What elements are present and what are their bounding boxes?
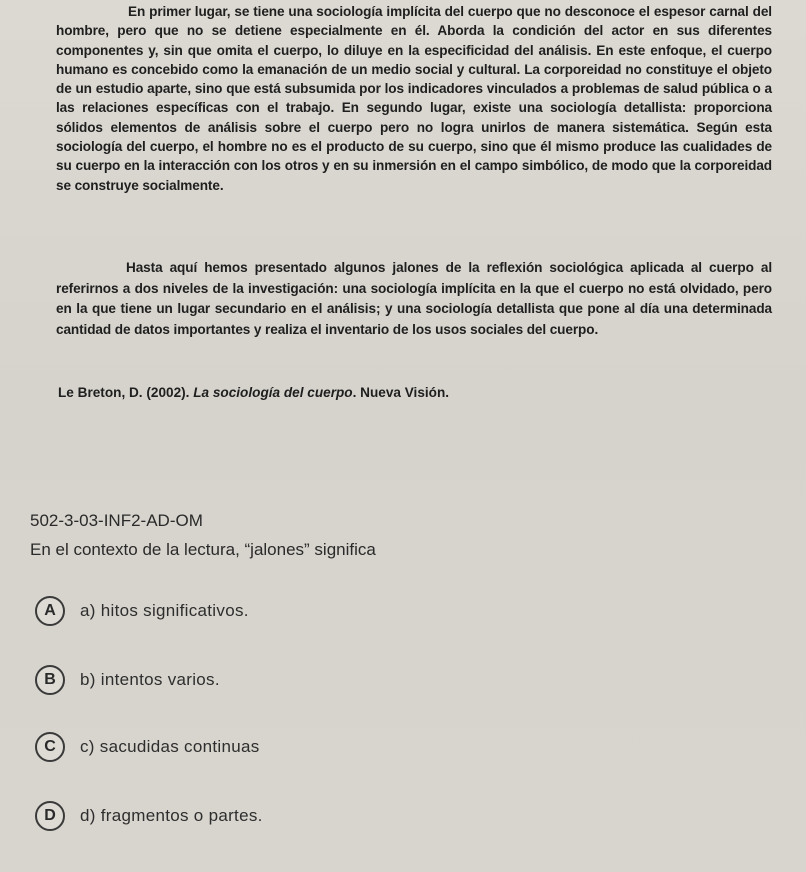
question-code: 502-3-03-INF2-AD-OM (30, 511, 203, 530)
reference-publisher: . Nueva Visión. (352, 385, 450, 400)
reference-title: La sociología del cuerpo (193, 385, 353, 400)
bibliographic-reference (58, 385, 758, 400)
paragraph-2-text: Hasta aquí hemos presentado algunos jalones de la reflexión sociológica aplicada al cuerpo al referirnos a dos niveles de la investigación: una sociología implícita en la que el cuerpo no está olvidado, pero en la que tiene un lugar secundario en el análisis; y una sociología detallista que pone al día una determinada cantidad de datos importantes y realiza el inventario de los usos sociales del cuerpo. (56, 260, 772, 337)
option-c-text: c) sacudidas continuas (80, 737, 260, 756)
option-a[interactable] (35, 596, 249, 626)
question-prompt: En el contexto de la lectura, “jalones” significa (30, 540, 376, 559)
reading-paragraph-1 (56, 2, 772, 195)
option-c[interactable] (35, 732, 260, 762)
option-b-text: b) intentos varios. (80, 670, 220, 689)
option-d-text: d) fragmentos o partes. (80, 806, 263, 825)
option-a-badge[interactable]: A (35, 596, 65, 626)
option-d[interactable] (35, 801, 263, 831)
option-c-badge[interactable]: C (35, 732, 65, 762)
paragraph-1-text: En primer lugar, se tiene una sociología implícita del cuerpo que no desconoce el espesor carnal del hombre, pero que no se detiene especialmente en él. Aborda la condición del actor en sus diferentes componentes y, sin que omita el cuerpo, lo diluye en la especificidad del análisis. En este enfoque, el cuerpo humano es concebido como la emanación de un medio social y cultural. La corporeidad no constituye el objeto de un estudio aparte, sino que está subsumida por los indicadores vinculados a problemas de salud pública o a las relaciones específicas con el trabajo. En segundo lugar, existe una sociología detallista: proporciona sólidos elementos de análisis sobre el cuerpo pero no logra unirlos de manera sistemática. Según esta sociología del cuerpo, el hombre no es el producto de su cuerpo, sino que él mismo produce las cualidades de su cuerpo en la interacción con los otros y en su inmersión en el campo simbólico, de modo que la corporeidad se construye socialmente. (56, 4, 772, 193)
option-a-text: a) hitos significativos. (80, 601, 249, 620)
option-d-badge[interactable]: D (35, 801, 65, 831)
option-b-badge[interactable]: B (35, 665, 65, 695)
reference-author: Le Breton, D. (2002). (58, 385, 194, 400)
option-b[interactable] (35, 665, 220, 695)
reading-paragraph-2 (56, 258, 772, 340)
